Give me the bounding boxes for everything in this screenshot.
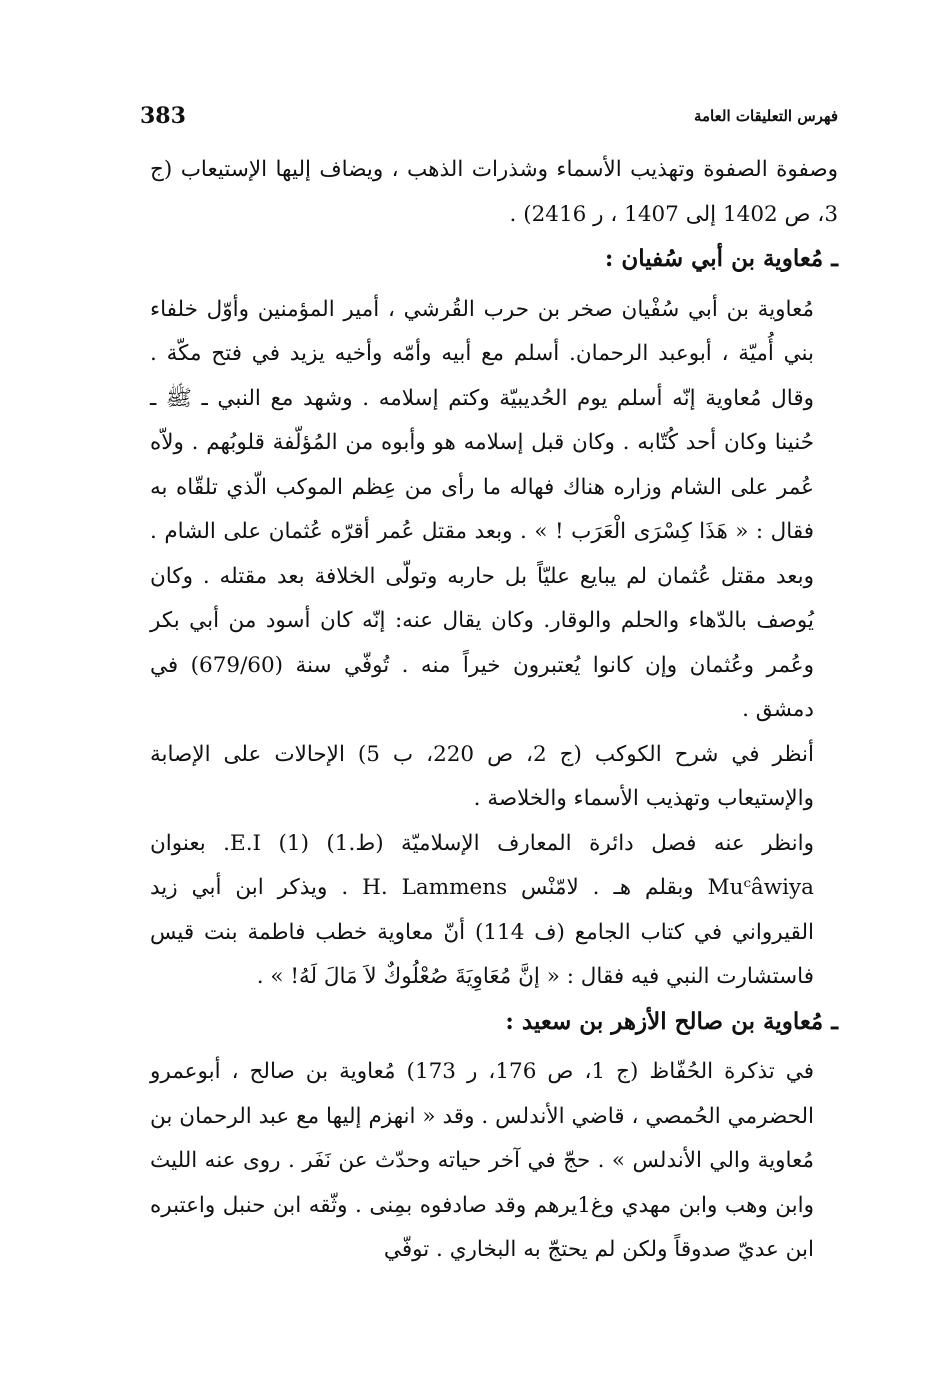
- page-body: [150, 148, 838, 1273]
- paragraph-references: أنظر في شرح الكوكب (ج 2، ص 220، ب 5) الإحالات على الإصابة والإستيعاب وتهذيب الأسماء والخلاصة .: [150, 741, 815, 811]
- paragraph-biography: مُعاوية بن أبي سُفْيان صخر بن حرب القُرشي ، أمير المؤمنين وأوّل خلفاء بني أُميّة ، أبوعبد الرحمان. أسلم مع أبيه وأمّه وأخيه يزيد في فتح مكّة . وقال مُعاوية إنّه أسلم يوم الحُديبيّة وكتم إسلامه . وشهد مع النبي ـ ﷺ ـ حُنينا وكان أحد كُتّابه . وكان قبل إسلامه هو وأبوه من المُؤلّفة قلوبُهم . ولاّه عُمر على الشام وزاره هناك فهاله ما رأى من عِظم الموكب الّذي تلقّاه به فقال : « هَذَا كِسْرَى الْعَرَب ! » . وبعد مقتل عُمر أقرّه عُثمان على الشام . وبعد مقتل عُثمان لم يبايع عليّاً بل حاربه وتولّى الخلافة بعد مقتله . وكان يُوصف بالدّهاء والحلم والوقار. وكان يقال عنه: إنّه كان أسود من أبي بكر وعُمر وعُثمان وإن كانوا يُعتبرون خيراً منه . تُوفّي سنة (679/60) في دمشق .: [150, 296, 814, 722]
- running-header: [140, 96, 838, 136]
- paragraph-tadhkira: في تذكرة الحُفّاظ (ج 1، ص 176، ر 173) مُعاوية بن صالح ، أبوعمرو الحضرمي الحُمصي ، قاضي الأندلس . وقد « انهزم إليها مع عبد الرحمان بن مُعاوية والي الأندلس » . حجّ في آخر حياته وحدّث عن نَفَر . روى عنه الليث وابن وهب وابن مهدي وغ1يرهم وقد صادفوه بمِنى . وثّقه ابن حنبل واعتبره ابن عديّ صدوقاً ولكن لم يحتجّ به البخاري . توفّي: [150, 1059, 814, 1262]
- entry-heading-muawiya-abi-sufyan: ـ مُعاوية بن أبي سُفيان :: [604, 245, 838, 272]
- running-title: فهرس التعليقات العامة: [693, 107, 838, 125]
- page-number: 383: [140, 103, 186, 129]
- paragraph-continuation: وصفوة الصفوة وتهذيب الأسماء وشذرات الذهب ، ويضاف إليها الإستيعاب (ج 3، ص 1402 إلى 1407 ، ر 2416) .: [150, 157, 838, 227]
- paragraph-encyclopedia: وانظر عنه فصل دائرة المعارف الإسلاميّة (ط.1) (1) E.I. بعنوان Muᶜâwiya وبقلم هـ . لامّنْس H. Lammens . ويذكر ابن أبي زيد القيرواني في كتاب الجامع (ف 114) أنّ معاوية خطب فاطمة بنت قيس فاستشارت النبي فيه فقال : « إنَّ مُعَاوِيَةَ صُعْلُوكٌ لاَ مَالَ لَهُ! » .: [150, 830, 815, 989]
- entry-heading-muawiya-salih: ـ مُعاوية بن صالح الأزهر بن سعيد :: [505, 1007, 838, 1035]
